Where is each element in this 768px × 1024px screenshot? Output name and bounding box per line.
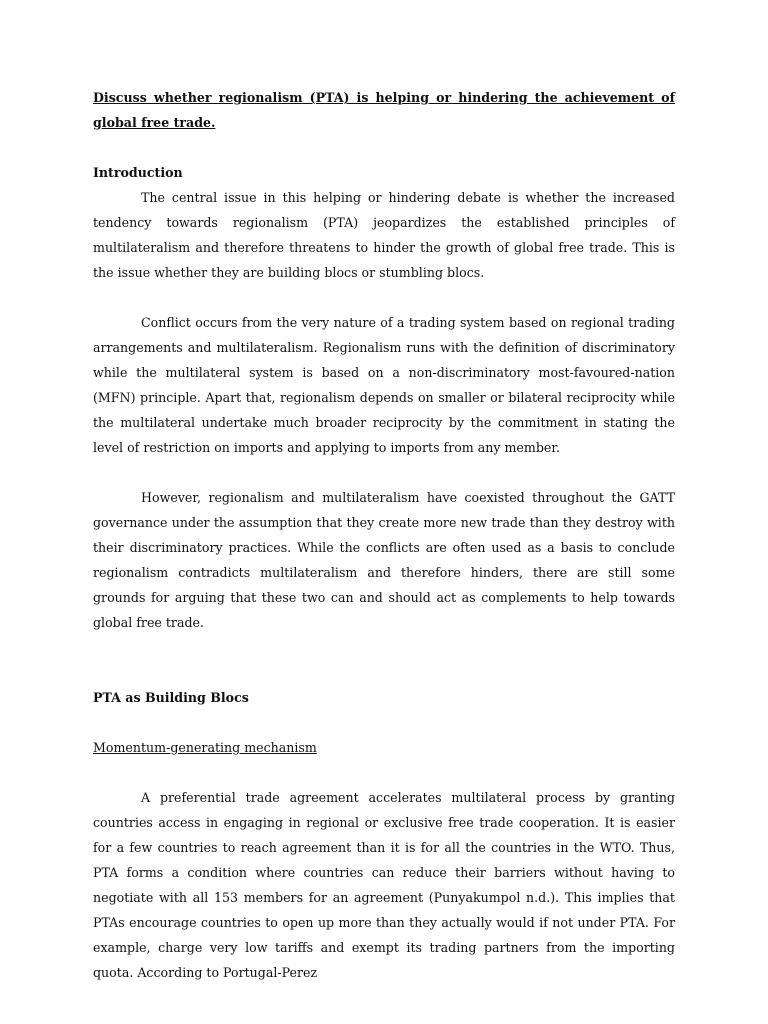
- spacer: [93, 135, 675, 160]
- spacer: [93, 710, 675, 735]
- section-heading-introduction: Introduction: [93, 165, 183, 180]
- spacer: [93, 760, 675, 785]
- spacer: [93, 635, 675, 685]
- section-heading-building-blocs: PTA as Building Blocs: [93, 690, 249, 705]
- paragraph: However, regionalism and multilateralism have coexisted throughout the GATT governance under the assumption that they create more new trade than they destroy with their discriminatory practices. While the conflicts are often used as a basis to conclude regionalism contradicts multilateralism and therefore hinders, there are still some grounds for arguing that these two can and should act as complements to help towards global free trade.: [93, 490, 675, 630]
- paragraph: Conflict occurs from the very nature of a trading system based on regional trading arrangements and multilateralism. Regionalism runs with the definition of discriminatory while the multilateral system is based on a non-discriminatory most-favoured-nation (MFN) principle. Apart that, regionalism depends on smaller or bilateral reciprocity while the multilateral undertake much broader reciprocity by the commitment in stating the level of restriction on imports and applying to imports from any member.: [93, 315, 675, 455]
- paragraph: The central issue in this helping or hindering debate is whether the increased tendency towards regionalism (PTA) jeopardizes the established principles of multilateralism and therefore threatens to hinder the growth of global free trade. This is the issue whether they are building blocs or stumbling blocs.: [93, 190, 675, 280]
- document-title: Discuss whether regionalism (PTA) is helping or hindering the achievement of global free trade.: [93, 90, 675, 130]
- spacer: [93, 460, 675, 485]
- paragraph: A preferential trade agreement accelerates multilateral process by granting countries access in engaging in regional or exclusive free trade cooperation. It is easier for a few countries to reach agreement than it is for all the countries in the WTO. Thus, PTA forms a condition where countries can reduce their barriers without having to negotiate with all 153 members for an agreement (Punyakumpol n.d.). This implies that PTAs encourage countries to open up more than they actually would if not under PTA. For example, charge very low tariffs and exempt its trading partners from the importing quota. According to Portugal-Perez: [93, 790, 675, 980]
- document-body: [93, 85, 675, 985]
- spacer: [93, 285, 675, 310]
- subsection-heading-momentum: Momentum-generating mechanism: [93, 740, 317, 755]
